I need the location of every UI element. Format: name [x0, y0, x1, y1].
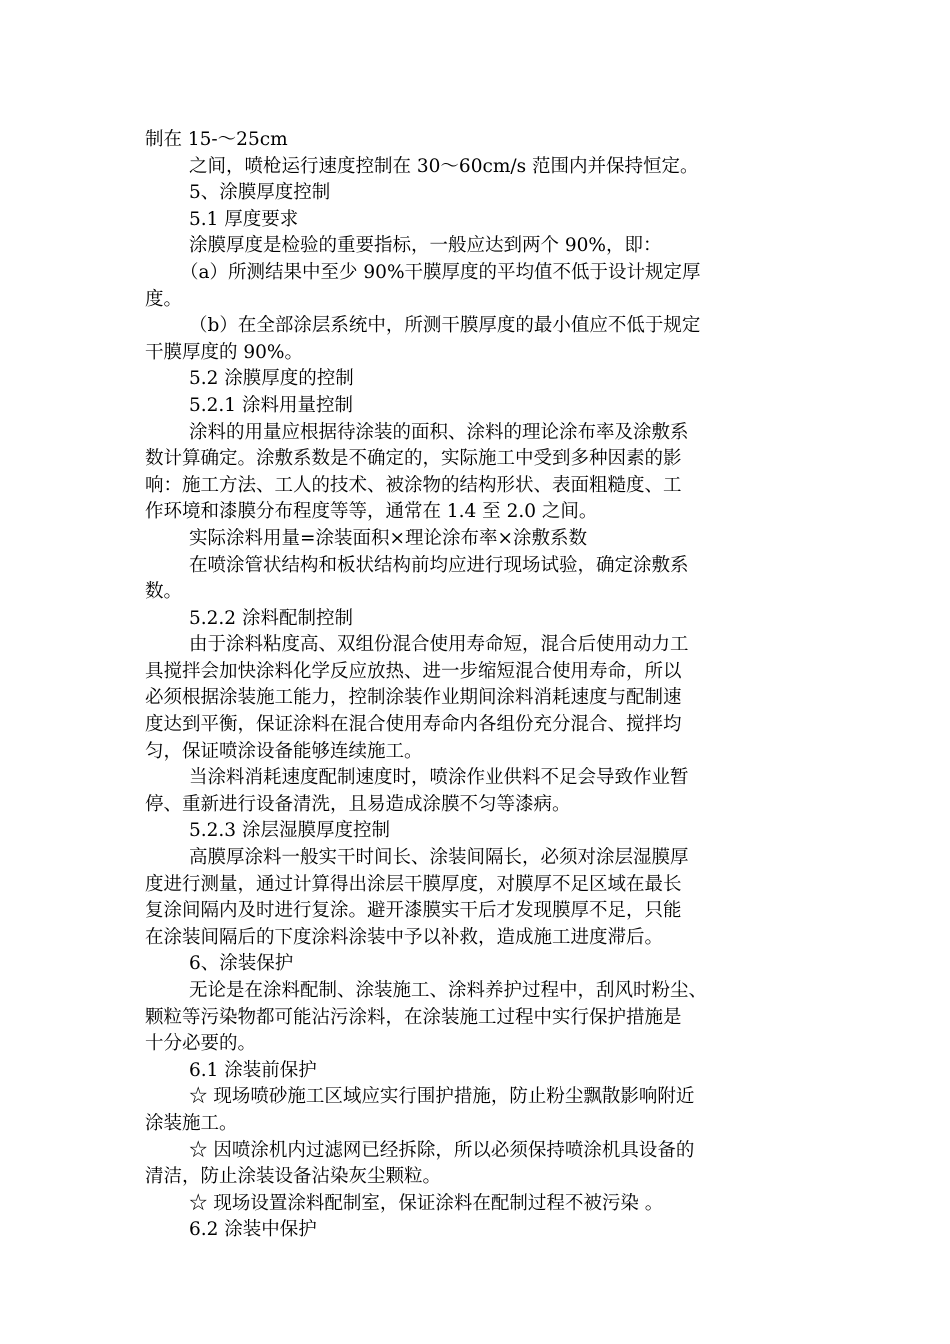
- text-line: 高膜厚涂料一般实干时间长、涂装间隔长，必须对涂层湿膜厚: [189, 847, 689, 869]
- text-line: 之间，喷枪运行速度控制在 30～60cm/s 范围内并保持恒定。: [189, 155, 699, 177]
- text-line: 由于涂料粘度高、双组份混合使用寿命短，混合后使用动力工: [189, 634, 689, 656]
- text-line: 涂料的用量应根据待涂装的面积、涂料的理论涂布率及涂敷系: [189, 421, 689, 443]
- text-line: ☆ 因喷涂机内过滤网已经拆除，所以必须保持喷涂机具设备的: [189, 1139, 695, 1161]
- text-line: 涂膜厚度是检验的重要指标，一般应达到两个 90%，即：: [189, 235, 662, 257]
- text-line: ☆ 现场喷砂施工区域应实行围护措施，防止粉尘飘散影响附近: [189, 1086, 695, 1108]
- text-line: ☆ 现场设置涂料配制室，保证涂料在配制过程不被污染 。: [189, 1192, 664, 1214]
- text-line: 5.2 涂膜厚度的控制: [189, 368, 354, 390]
- text-line: 十分必要的。: [145, 1033, 257, 1055]
- text-line: 必须根据涂装施工能力，控制涂装作业期间涂料消耗速度与配制速: [145, 687, 682, 709]
- text-line: 5.1 厚度要求: [189, 208, 299, 230]
- text-line: 数计算确定。涂敷系数是不确定的，实际施工中受到多种因素的影: [145, 448, 682, 470]
- text-line: 5.2.1 涂料用量控制: [189, 394, 353, 416]
- text-line: 干膜厚度的 90%。: [145, 341, 304, 363]
- text-line: 数。: [145, 581, 183, 603]
- text-line: 当涂料消耗速度配制速度时，喷涂作业供料不足会导致作业暂: [189, 767, 689, 789]
- text-line: 5、涂膜厚度控制: [189, 182, 331, 204]
- text-line: 制在 15-～25cm: [145, 129, 288, 150]
- text-line: 在喷涂管状结构和板状结构前均应进行现场试验，确定涂敷系: [189, 554, 689, 576]
- text-line: 颗粒等污染物都可能沾污涂料，在涂装施工过程中实行保护措施是: [145, 1006, 682, 1028]
- text-line: 匀，保证喷涂设备能够连续施工。: [145, 740, 423, 762]
- text-line: 度达到平衡，保证涂料在混合使用寿命内各组份充分混合、搅拌均: [145, 714, 682, 736]
- text-line: 涂装施工。: [145, 1112, 238, 1134]
- text-line: 作环境和漆膜分布程度等等，通常在 1.4 至 2.0 之间。: [145, 501, 598, 523]
- text-line: 实际涂料用量=涂装面积×理论涂布率×涂敷系数: [189, 527, 588, 549]
- text-line: 6、涂装保护: [189, 953, 294, 975]
- text-line: 在涂装间隔后的下度涂料涂装中予以补救，造成施工进度滞后。: [145, 926, 664, 948]
- text-line: 具搅拌会加快涂料化学反应放热、进一步缩短混合使用寿命，所以: [145, 660, 682, 682]
- text-line: 复涂间隔内及时进行复涂。避开漆膜实干后才发现膜厚不足，只能: [145, 900, 682, 922]
- text-line: 6.1 涂装前保护: [189, 1059, 317, 1081]
- text-line: 6.2 涂装中保护: [189, 1219, 317, 1241]
- text-line: 停、重新进行设备清洗，且易造成涂膜不匀等漆病。: [145, 793, 571, 815]
- text-line: 响：施工方法、工人的技术、被涂物的结构形状、表面粗糙度、工: [145, 474, 682, 496]
- text-line: 无论是在涂料配制、涂装施工、涂料养护过程中，刮风时粉尘、: [189, 980, 708, 1001]
- text-line: 5.2.3 涂层湿膜厚度控制: [189, 820, 390, 842]
- text-line: （a）所测结果中至少 90%干膜厚度的平均值不低于设计规定厚: [180, 261, 701, 283]
- text-line: （b）在全部涂层系统中，所测干膜厚度的最小值应不低于规定: [189, 315, 701, 337]
- text-line: 度。: [145, 288, 183, 310]
- document-body: [145, 127, 805, 1244]
- text-line: 度进行测量，通过计算得出涂层干膜厚度，对膜厚不足区域在最长: [145, 873, 682, 895]
- text-line: 清洁，防止涂装设备沾染灰尘颗粒。: [145, 1166, 442, 1188]
- text-line: 5.2.2 涂料配制控制: [189, 607, 353, 629]
